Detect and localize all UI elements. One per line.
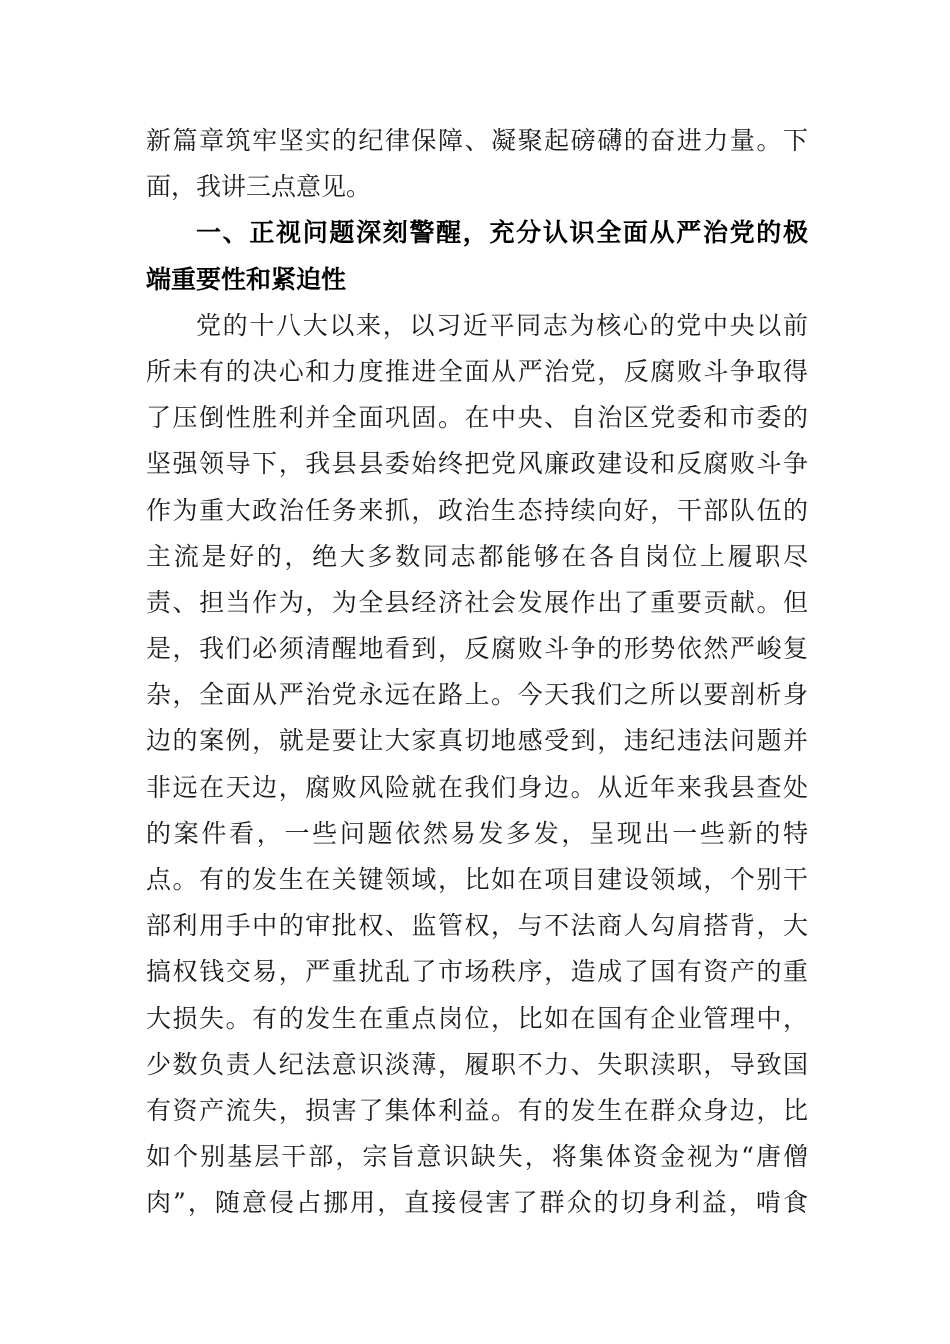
- body-line: 主流是好的，绝大多数同志都能够在各自岗位上履职尽: [146, 541, 808, 571]
- body-line: 有资产流失，损害了集体利益。有的发生在群众身边，比: [146, 1095, 808, 1125]
- body-line: 是，我们必须清醒地看到，反腐败斗争的形势依然严峻复: [146, 634, 808, 664]
- body-line: 新篇章筑牢坚实的纪律保障、凝聚起磅礴的奋进力量。下: [146, 126, 808, 155]
- body-line: 作为重大政治任务来抓，政治生态持续向好，干部队伍的: [146, 495, 808, 525]
- paragraph-first-line: 党的十八大以来，以习近平同志为核心的党中央以前: [196, 310, 808, 340]
- body-line: 如个别基层干部，宗旨意识缺失，将集体资金视为“唐僧: [146, 1142, 808, 1172]
- body-line: 肉”，随意侵占挪用，直接侵害了群众的切身利益，啃食: [146, 1188, 808, 1218]
- body-line: 部利用手中的审批权、监管权，与不法商人勾肩搭背，大: [146, 911, 808, 941]
- body-line: 的案件看，一些问题依然易发多发，呈现出一些新的特: [146, 818, 808, 848]
- body-line: 杂，全面从严治党永远在路上。今天我们之所以要剖析身: [146, 680, 808, 710]
- section-heading-continued: 端重要性和紧迫性: [146, 264, 347, 294]
- document-body: [146, 118, 808, 1227]
- body-line: 边的案例，就是要让大家真切地感受到，违纪违法问题并: [146, 726, 808, 756]
- body-line: 坚强领导下，我县县委始终把党风廉政建设和反腐败斗争: [146, 449, 808, 479]
- body-line: 搞权钱交易，严重扰乱了市场秩序，造成了国有资产的重: [146, 957, 808, 987]
- body-line: 少数负责人纪法意识淡薄，履职不力、失职渎职，导致国: [146, 1049, 808, 1079]
- body-line: 大损失。有的发生在重点岗位，比如在国有企业管理中，: [146, 1003, 808, 1033]
- body-line: 面，我讲三点意见。: [146, 172, 372, 202]
- section-heading: 一、正视问题深刻警醒，充分认识全面从严治党的极: [196, 218, 808, 248]
- body-line: 责、担当作为，为全县经济社会发展作出了重要贡献。但: [146, 587, 808, 617]
- body-line: 所未有的决心和力度推进全面从严治党，反腐败斗争取得: [146, 356, 808, 386]
- body-line: 了压倒性胜利并全面巩固。在中央、自治区党委和市委的: [146, 403, 808, 433]
- body-line: 点。有的发生在关键领域，比如在项目建设领域，个别干: [146, 865, 808, 894]
- body-line: 非远在天边，腐败风险就在我们身边。从近年来我县查处: [146, 772, 808, 802]
